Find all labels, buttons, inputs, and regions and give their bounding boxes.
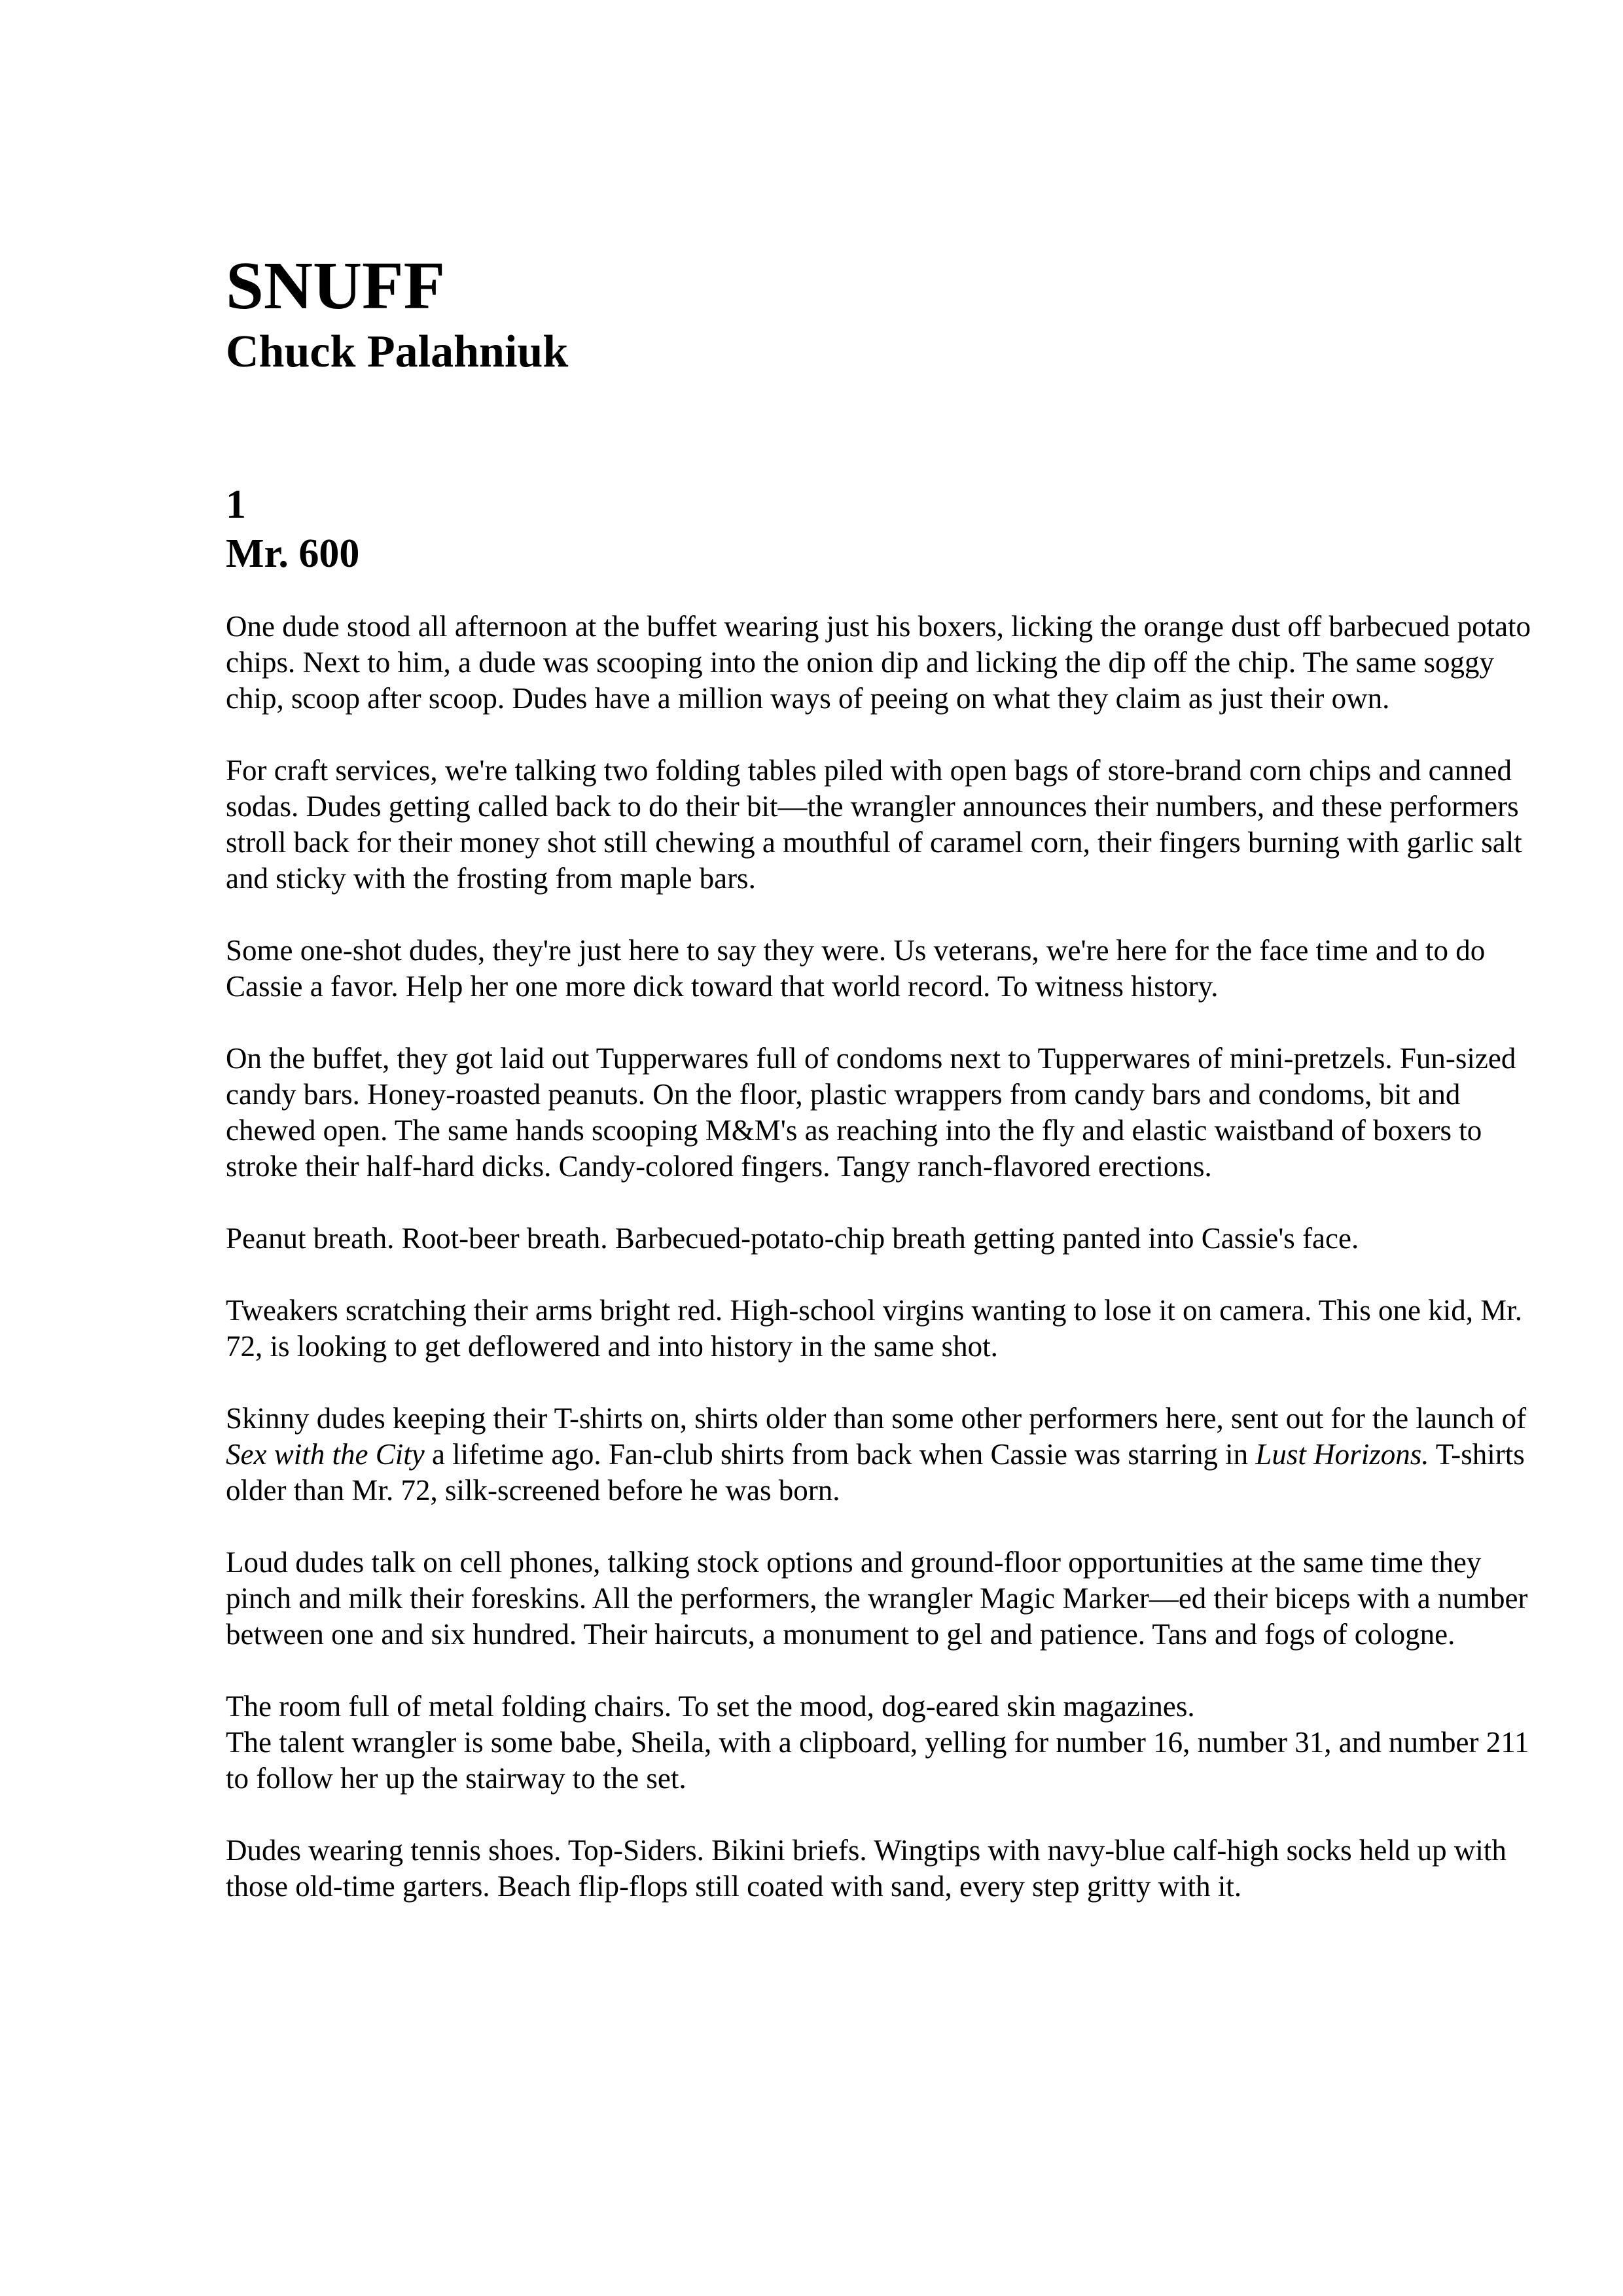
chapter-body <box>226 609 1535 1941</box>
paragraph-7-text-c: T-shirts older than Mr. 72, silk-screened before he was born. <box>226 1438 1525 1507</box>
chapter-title: Mr. 600 <box>226 531 360 576</box>
paragraph-6: Tweakers scratching their arms bright red. High-school virgins wanting to lose it on camera. This one kid, Mr. 72, is looking to get deflowered and into history in the same shot. <box>226 1294 1523 1363</box>
paragraph-2: For craft services, we're talking two folding tables piled with open bags of store-brand corn chips and canned sodas. Dudes getting called back to do their bit—the wrangler announces their numbers, and these performers stroll back for their money shot still chewing a mouthful of caramel corn, their fingers burning with garlic salt and sticky with the frosting from maple bars. <box>226 754 1522 895</box>
paragraph-3: Some one-shot dudes, they're just here to say they were. Us veterans, we're here for the face time and to do Cassie a favor. Help her one more dick toward that world record. To witness history. <box>226 934 1486 1003</box>
paragraph-8: Loud dudes talk on cell phones, talking stock options and ground-floor opportunities at the same time they pinch and milk their foreskins. All the performers, the wrangler Magic Marker—ed their biceps with a number between one and six hundred. Their haircuts, a monument to gel and patience. Tans and fogs of cologne. <box>226 1546 1528 1651</box>
paragraph-7-text-b: a lifetime ago. Fan-club shirts from back when Cassie was starring in <box>424 1438 1256 1471</box>
movie-title-sex-with-the-city: Sex with the City <box>226 1438 425 1471</box>
book-author: Chuck Palahniuk <box>226 327 569 377</box>
paragraph-4: On the buffet, they got laid out Tupperwares full of condoms next to Tupperwares of mini-pretzels. Fun-sized candy bars. Honey-roasted peanuts. On the floor, plastic wrappers from candy bars and condoms, bit and chewed open. The same hands scooping M&M's as reaching into the fly and elastic waistband of boxers to stroke their half-hard dicks. Candy-colored fingers. Tangy ranch-flavored erections. <box>226 1042 1516 1183</box>
paragraph-7-text-a: Skinny dudes keeping their T-shirts on, shirts older than some other performers here, sent out for the launch of <box>226 1402 1527 1435</box>
book-title: SNUFF <box>226 248 446 323</box>
chapter-number: 1 <box>226 482 246 527</box>
paragraph-1: One dude stood all afternoon at the buffet wearing just his boxers, licking the orange dust off barbecued potato chips. Next to him, a dude was scooping into the onion dip and licking the dip off the chip. The same soggy chip, scoop after scoop. Dudes have a million ways of peeing on what they claim as just their own. <box>226 610 1531 715</box>
paragraph-9: The room full of metal folding chairs. To set the mood, dog-eared skin magazines. <box>226 1690 1195 1723</box>
paragraph-11: Dudes wearing tennis shoes. Top-Siders. Bikini briefs. Wingtips with navy-blue calf-high socks held up with those old-time garters. Beach flip-flops still coated with sand, every step gritty with it. <box>226 1834 1507 1903</box>
paragraph-7 <box>226 1401 1535 1509</box>
paragraph-10: The talent wrangler is some babe, Sheila, with a clipboard, yelling for number 16, number 31, and number 211 to follow her up the stairway to the set. <box>226 1726 1529 1795</box>
movie-title-lust-horizons: Lust Horizons. <box>1255 1438 1429 1471</box>
paragraph-5: Peanut breath. Root-beer breath. Barbecued-potato-chip breath getting panted into Cassie's face. <box>226 1222 1359 1255</box>
